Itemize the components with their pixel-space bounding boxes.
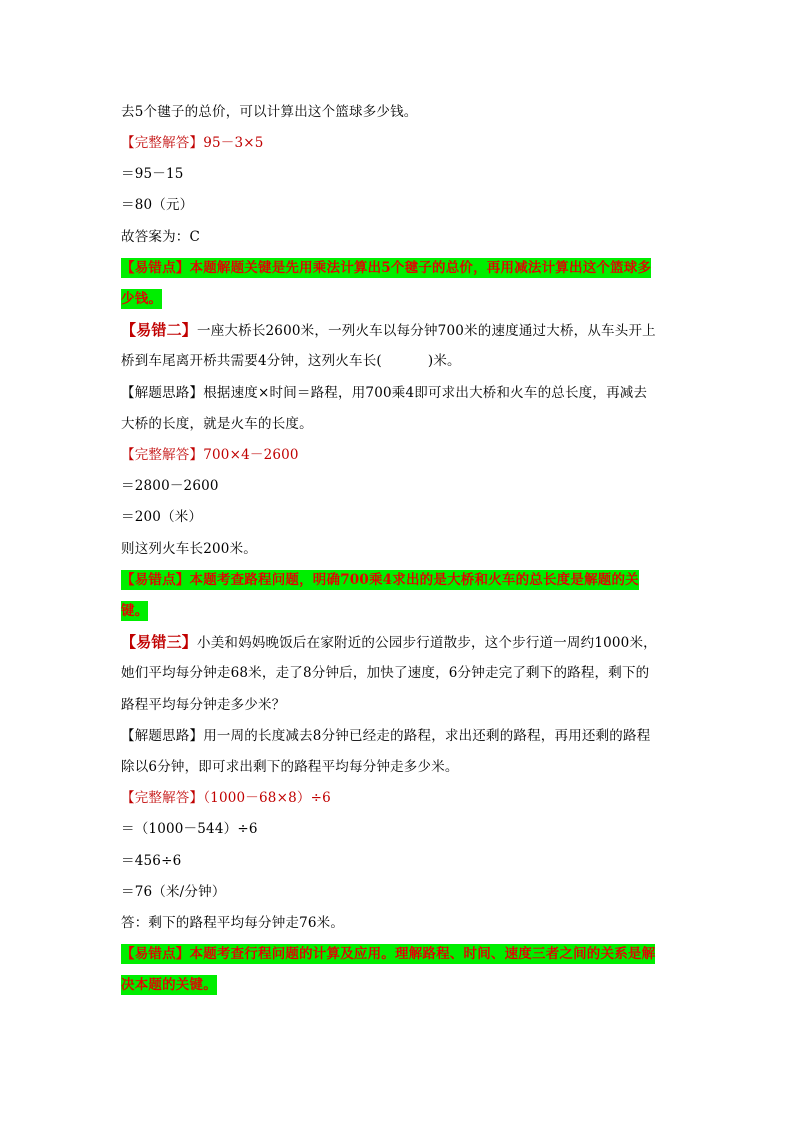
highlight-text: 键。: [121, 603, 149, 619]
problem-text: 路程平均每分钟走多少米？: [121, 697, 286, 713]
highlight-text: 少钱。: [121, 291, 163, 307]
answer-line: [121, 445, 299, 465]
solution-idea-line: [121, 383, 647, 403]
problem-text: )米。: [427, 353, 461, 369]
conclusion-text: 故答案为：C: [121, 229, 201, 245]
highlight-note: [121, 944, 655, 964]
equation-text: ＝95－15: [121, 166, 184, 182]
highlight-note: [121, 601, 148, 621]
problem-label: 【易错三】: [121, 633, 198, 651]
equation-text: ＝80（元）: [121, 197, 194, 213]
equation-line: [121, 195, 193, 215]
problem-text: 小美和妈妈晚饭后在家附近的公园步行道散步，这个步行道一周约1000米，: [197, 635, 657, 651]
paragraph-text: 去5个毽子的总价，可以计算出这个篮球多少钱。: [121, 104, 418, 120]
answer-conclusion: [121, 913, 344, 933]
problem-text: 桥到车尾离开桥共需要4分钟，这列火车长(: [121, 353, 382, 369]
equation-line: [121, 819, 258, 839]
solution-idea-text: 大桥的长度，就是火车的长度。: [121, 416, 313, 432]
highlight-text: 【易错点】本题考查行程问题的计算及应用。理解路程、时间、速度三者之间的关系是解: [121, 946, 656, 962]
equation-text: ＝200（米）: [121, 509, 203, 525]
highlight-text: 【易错点】本题解题关键是先用乘法计算出5个毽子的总价，再用减法计算出这个篮球多: [121, 260, 652, 276]
problem-line: [121, 695, 285, 715]
solution-idea-line: [121, 414, 313, 434]
equation-text: ＝2800－2600: [121, 478, 219, 494]
answer-line: [121, 133, 264, 153]
problem-line: [121, 320, 656, 341]
solution-idea-text: 除以6分钟，即可求出剩下的路程平均每分钟走多少米。: [121, 759, 459, 775]
problem-line: [121, 351, 461, 371]
equation-text: ＝（1000－544）÷6: [121, 821, 258, 837]
highlight-text: 【易错点】本题考查路程问题，明确700乘4求出的是大桥和火车的总长度是解题的关: [121, 572, 639, 588]
equation-line: [121, 851, 181, 871]
solution-idea-text: 【解题思路】用一周的长度减去8分钟已经走的路程，求出还剩的路程，再用还剩的路程: [121, 728, 651, 744]
equation-text: ＝76（米/分钟）: [121, 884, 226, 900]
highlight-note: [121, 289, 162, 309]
answer-line: [121, 788, 331, 808]
problem-line: [121, 663, 649, 683]
problem-text: 一座大桥长2600米，一列火车以每分钟700米的速度通过大桥，从车头开上: [197, 323, 656, 339]
equation-text: ＝456÷6: [121, 853, 182, 869]
problem-label: 【易错二】: [121, 321, 198, 339]
equation-line: [121, 164, 184, 184]
solution-idea-line: [121, 726, 650, 746]
problem-line: [121, 632, 657, 653]
solution-idea-line: [121, 757, 459, 777]
answer-text: 【完整解答】700×4－2600: [121, 447, 299, 463]
equation-line: [121, 476, 219, 496]
solution-idea-text: 【解题思路】根据速度×时间＝路程，用700乘4即可求出大桥和火车的总长度，再减去: [121, 385, 648, 401]
highlight-note: [121, 258, 651, 278]
text-line: [121, 102, 418, 122]
highlight-text: 决本题的关键。: [121, 977, 217, 993]
conclusion-text: 答：剩下的路程平均每分钟走76米。: [121, 915, 345, 931]
answer-conclusion: [121, 227, 200, 247]
answer-text: 【完整解答】95－3×5: [121, 135, 264, 151]
answer-text: 【完整解答】（1000－68×8）÷6: [121, 790, 331, 806]
equation-line: [121, 507, 202, 527]
highlight-note: [121, 570, 639, 590]
answer-conclusion: [121, 539, 257, 559]
conclusion-text: 则这列火车长200米。: [121, 541, 257, 557]
equation-line: [121, 882, 226, 902]
highlight-note: [121, 975, 217, 995]
problem-text: 她们平均每分钟走68米，走了8分钟后，加快了速度，6分钟走完了剩下的路程，剩下的: [121, 665, 650, 681]
